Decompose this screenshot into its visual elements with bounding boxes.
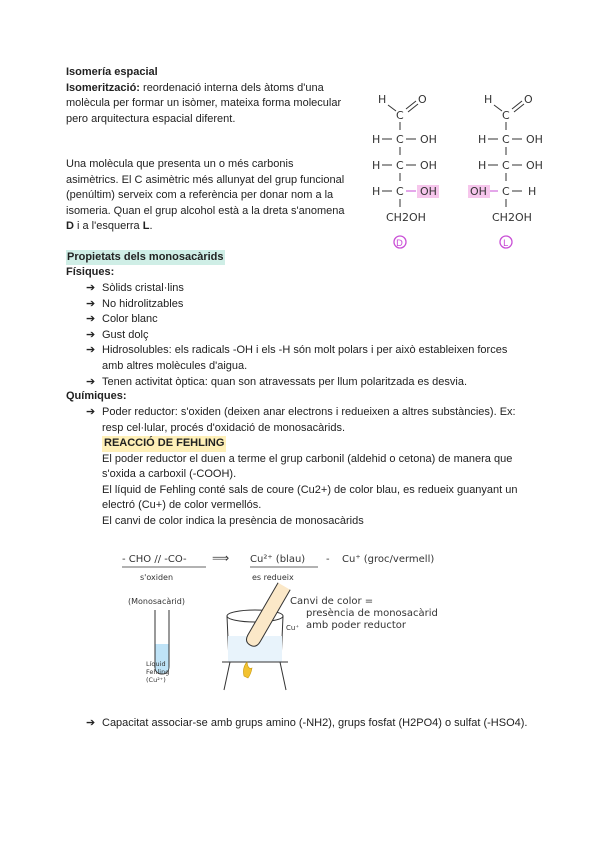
- list-item-text: Capacitat associar-se amb grups amino (-NH2), grups fosfat (H2PO4) o sulfat (-HSO4).: [102, 717, 528, 729]
- fehling-line: El canvi de color indica la presència de monosacàrids: [102, 514, 364, 527]
- l-bottom: CH2OH: [492, 211, 532, 224]
- quimiques-list-cont: [86, 716, 532, 732]
- list-item: [86, 375, 522, 391]
- list-item: [86, 716, 532, 732]
- list-item-text: Color blanc: [102, 313, 158, 326]
- arrow-icon: ➔: [86, 313, 96, 326]
- list-item: [86, 312, 522, 328]
- arrow-icon: ➔: [86, 282, 96, 294]
- para-text-1: Una molècula que presenta un o més carbonis asimètrics. El C asimètric més allunyat del grup funcional (penúltim) serveix com a referència per donar nom a la isomeria. Quan el grup alcohol està a la dreta s'anomena: [66, 158, 345, 217]
- l-label: L: [142, 220, 150, 233]
- sketch-under-mid: es redueix: [252, 573, 294, 582]
- arrow-icon: ➔: [86, 344, 96, 357]
- d-row2-h: H: [372, 159, 381, 172]
- d-row3-c: C: [396, 185, 404, 198]
- l-row1-oh: OH: [526, 133, 543, 146]
- arrow-icon: ➔: [86, 328, 96, 341]
- sketch-equation-dash: -: [326, 554, 330, 565]
- sketch-cu-label: Cu⁺: [286, 624, 300, 632]
- quimiques-heading: Químiques:: [66, 390, 127, 402]
- quimiques-list: [86, 405, 522, 436]
- l-circle-label: L: [503, 239, 509, 249]
- arrow-icon: ➔: [86, 406, 96, 418]
- sketch-note-2: presència de monosacàrid: [306, 608, 438, 619]
- list-item: [86, 297, 522, 313]
- asymmetric-carbon-paragraph: [66, 157, 346, 235]
- fehling-block: [102, 436, 522, 530]
- l-row2-h: H: [478, 159, 487, 172]
- d-top-c: C: [396, 109, 404, 122]
- d-row3-h: H: [372, 185, 381, 198]
- d-label: D: [66, 220, 74, 233]
- isomeritzacio-definition: [66, 81, 346, 128]
- d-row3-oh: OH: [420, 185, 437, 198]
- sketch-tube-label: (Monosacàrid): [128, 597, 185, 606]
- definition-text: reordenació interna dels àtoms d'una molècula per formar un isòmer, mateixa forma molecular pero arquitectura espacial diferent.: [66, 81, 342, 125]
- l-row3-h: H: [528, 185, 537, 198]
- l-top-o: O: [524, 93, 533, 106]
- section-title-isomeria: Isomería espacial: [66, 66, 158, 78]
- intro-block: [66, 65, 346, 127]
- sketch-equation-arrow: ⟹: [212, 551, 230, 565]
- list-item-text: No hidrolitzables: [102, 297, 184, 310]
- d-row2-c: C: [396, 159, 404, 172]
- sketch-equation-mid: Cu²⁺ (blau): [250, 554, 306, 565]
- sketch-note-1: Canvi de color =: [290, 596, 374, 607]
- term-label: Isomerització:: [66, 81, 140, 94]
- d-row1-oh: OH: [420, 133, 437, 146]
- list-item: [86, 281, 522, 297]
- sketch-equation-left: - CHO // -CO-: [122, 554, 187, 565]
- arrow-icon: ➔: [86, 717, 96, 729]
- d-circle-label: D: [396, 239, 403, 249]
- d-row2-oh: OH: [420, 159, 437, 172]
- l-row1-c: C: [502, 133, 510, 146]
- l-top-c: C: [502, 109, 510, 122]
- l-top-h: H: [484, 93, 493, 106]
- list-item: [86, 405, 522, 436]
- sketch-liquid-label-2: Fehling: [146, 668, 170, 676]
- d-bottom: CH2OH: [386, 211, 426, 224]
- list-item-text: Poder reductor: s'oxiden (deixen anar electrons i redueixen a altres substàncies). Ex: resp cel·lular, procés d'oxidació de monosacàrids.: [102, 406, 516, 434]
- sketch-under-left: s'oxiden: [140, 573, 174, 582]
- list-item-text: Tenen activitat òptica: quan son atravessats per llum polaritzada es desvia.: [102, 375, 468, 388]
- sketch-liquid-label-3: (Cu²⁺): [146, 676, 166, 684]
- list-item: [86, 343, 522, 374]
- arrow-icon: ➔: [86, 375, 96, 388]
- l-row3-oh: OH: [470, 185, 487, 198]
- list-item: [86, 328, 522, 344]
- fisiques-heading: Físiques:: [66, 266, 115, 278]
- sketch-note-3: amb poder reductor: [306, 620, 407, 631]
- d-row1-c: C: [396, 133, 404, 146]
- sketch-equation-right: Cu⁺ (groc/vermell): [342, 554, 435, 565]
- l-row2-oh: OH: [526, 159, 543, 172]
- para-end: .: [149, 220, 153, 233]
- fehling-title: REACCIÓ DE FEHLING: [102, 436, 226, 452]
- fisiques-list: [86, 281, 522, 390]
- d-top-o: O: [418, 93, 427, 106]
- para-text-2: i a l'esquerra: [73, 220, 143, 233]
- fehling-line: El líquid de Fehling conté sals de coure (Cu2+) de color blau, es redueix guanyant un electró (Cu+) de color vermellós.: [102, 483, 518, 512]
- d-top-h: H: [378, 93, 387, 106]
- sketch-liquid-label-1: Líquid: [146, 660, 166, 668]
- l-row3-c: C: [502, 185, 510, 198]
- d-row1-h: H: [372, 133, 381, 146]
- fehling-line: El poder reductor el duen a terme el grup carbonil (aldehid o cetona) de manera que s'oxida a carboxil (-COOH).: [102, 452, 513, 481]
- fehling-sketch: [110, 540, 530, 700]
- list-item-text: Hidrosolubles: els radicals -OH i els -H són molt polars i per això estableixen forces amb altres molècules d'aigua.: [102, 344, 508, 372]
- list-item-text: Sòlids cristal·lins: [102, 282, 184, 294]
- l-row1-h: H: [478, 133, 487, 146]
- arrow-icon: ➔: [86, 297, 96, 310]
- l-row2-c: C: [502, 159, 510, 172]
- section-title-propietats: Propietats dels monosacàrids: [67, 251, 224, 263]
- list-item-text: Gust dolç: [102, 328, 149, 341]
- d-l-structures-drawing: [360, 85, 570, 255]
